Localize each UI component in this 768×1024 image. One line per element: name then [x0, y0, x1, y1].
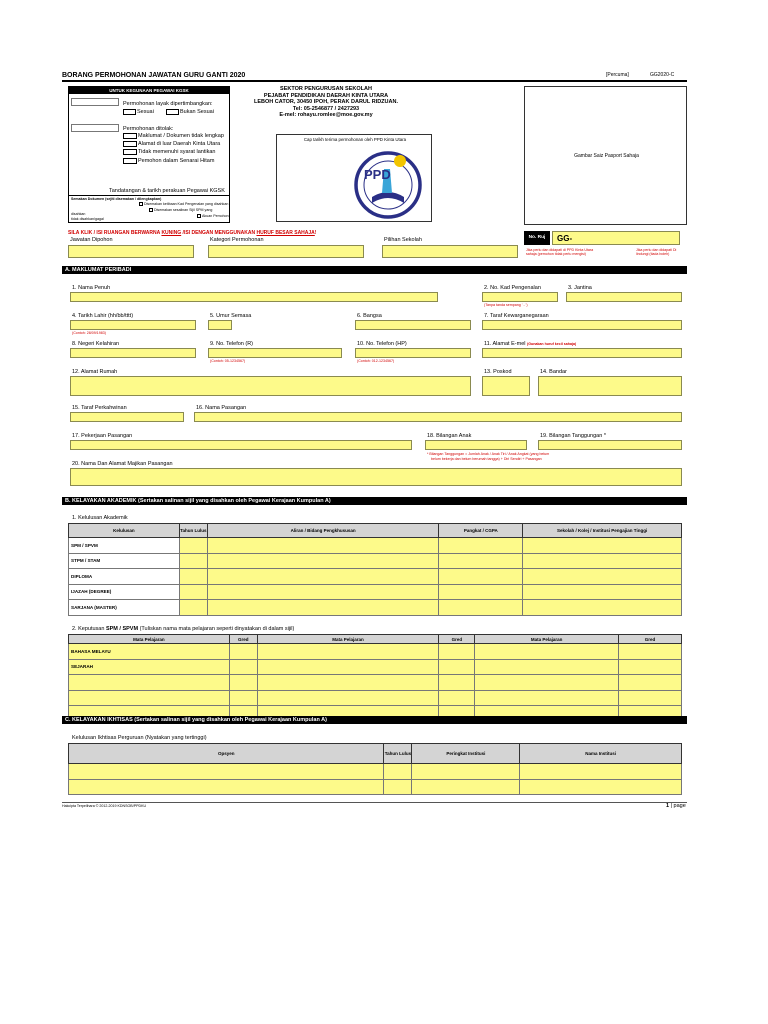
no-ruj-label: No. Ruj — [524, 231, 550, 245]
table-row — [69, 584, 682, 600]
footer-page: 1 | page — [666, 803, 686, 809]
email-input[interactable] — [482, 348, 682, 358]
table-cell[interactable] — [384, 764, 412, 780]
col-institusi: Sekolah / Kolej / Institusi Pengajian Tinggi — [523, 524, 682, 538]
office-address — [236, 86, 416, 119]
f12-label: 12. Alamat Rumah — [72, 369, 118, 375]
semakan-item-1: Disemakan ketibaan Kad Pengenalan yang disahkan — [139, 202, 228, 206]
table-cell[interactable] — [412, 779, 520, 795]
col-nama-institusi: Nama Institusi — [520, 744, 682, 764]
f4-label: 4. Tarikh Lahir (hh/bb/tttt) — [72, 313, 134, 319]
tarikh-lahir-input[interactable] — [70, 320, 196, 330]
subject-cell[interactable]: BAHASA MELAYU — [69, 644, 230, 660]
f9-note: (Contoh: 05-1234567) — [210, 359, 246, 363]
table-cell[interactable] — [257, 675, 439, 691]
table-cell[interactable] — [229, 690, 257, 706]
telefon-r-input[interactable] — [208, 348, 342, 358]
rejected-checkbox[interactable] — [71, 124, 119, 132]
reason-3-checkbox[interactable] — [123, 149, 137, 155]
reason-4-label: Pemohon dalam Senarai Hitam — [138, 158, 215, 164]
jawatan-label: Jawatan Dipohon — [70, 237, 113, 243]
row-label: SPM / SPVM — [69, 538, 180, 554]
section-c-header: C. KELAYAKAN IKHTISAS (Sertakan salinan sijil yang disahkan oleh Pegawai Kerajaan Kumpulan A) — [62, 716, 687, 724]
f16-label: 16. Nama Pasangan — [196, 405, 247, 411]
jawatan-input[interactable] — [68, 245, 194, 258]
table-row — [69, 569, 682, 585]
tidak-sesuai-label: Bukan Sesuai — [180, 109, 214, 115]
form-title: BORANG PERMOHONAN JAWATAN GURU GANTI 2020 — [62, 72, 246, 79]
reason-1-checkbox[interactable] — [123, 133, 137, 139]
footer-rule — [62, 802, 687, 803]
pilihan-label: Pilihan Sekolah — [384, 237, 422, 243]
semakan-3-checkbox[interactable] — [197, 214, 201, 218]
reason-3-label: Tidak memenuhi syarat lantikan — [138, 149, 216, 155]
nama-penuh-input[interactable] — [70, 292, 438, 302]
semakan-1-checkbox[interactable] — [139, 202, 143, 206]
col-gred-2: Gred — [439, 635, 475, 644]
nama-pasangan-input[interactable] — [194, 412, 682, 422]
table-cell[interactable] — [179, 569, 207, 585]
table-cell[interactable] — [619, 659, 682, 675]
table-cell[interactable] — [384, 779, 412, 795]
f2-label: 2. No. Kad Pengenalan — [484, 285, 541, 291]
bilangan-anak-input[interactable] — [425, 440, 527, 450]
col-tahun-lulus-c: Tahun Lulus — [384, 744, 412, 764]
f13-label: 13. Poskod — [484, 369, 512, 375]
table-cell[interactable] — [475, 675, 619, 691]
col-aliran: Aliran / Bidang Pengkhususan — [207, 524, 439, 538]
photo-box[interactable] — [524, 86, 687, 225]
reason-2-label: Alamat di luar Daerah Kinta Utara — [138, 141, 221, 147]
table-cell[interactable] — [475, 690, 619, 706]
section-b-sub2: 2. Keputusan SPM / SPVM (Tuliskan nama mata pelajaran seperti dinyatakan di dalam sijil) — [72, 626, 295, 632]
stamp-caption: Cap tarikh terima permohonan oleh PPD Kinta Utara — [303, 137, 407, 142]
semakan-2-checkbox[interactable] — [149, 208, 153, 212]
tidak-sesuai-checkbox[interactable] — [166, 109, 179, 115]
table-cell[interactable] — [207, 553, 439, 569]
section-c-sub1: Kelulusan Ikhtisas Perguruan (Nyatakan yang tertinggi) — [72, 735, 207, 741]
footer-copyright: Hakcipta Terpelihara © 2012-2019 KDNSOB/PPDKU — [62, 804, 147, 808]
title-rule — [62, 80, 687, 82]
photo-caption: Gambar Saiz Pasport Sahaja — [574, 153, 639, 159]
ikhtisas-table — [68, 743, 682, 795]
negeri-input[interactable] — [70, 348, 196, 358]
reason-2-checkbox[interactable] — [123, 141, 137, 147]
signature-label: Tandatangan & tarikh perakuan Pegawai KGSK — [109, 188, 225, 194]
table-cell[interactable] — [179, 600, 207, 616]
table-cell[interactable] — [207, 569, 439, 585]
table-cell[interactable] — [179, 553, 207, 569]
kategori-input[interactable] — [208, 245, 364, 258]
f3-label: 3. Jantina — [568, 285, 592, 291]
bilangan-tanggungan-input[interactable] — [538, 440, 682, 450]
reason-4-checkbox[interactable] — [123, 158, 137, 164]
table-cell[interactable] — [229, 675, 257, 691]
umur-input[interactable] — [208, 320, 232, 330]
bangsa-input[interactable] — [355, 320, 471, 330]
alamat-input[interactable] — [70, 376, 471, 396]
address-line-5: E-mel: rohayu.romlee@moe.gov.my — [279, 112, 373, 119]
table-cell[interactable] — [207, 600, 439, 616]
row-label: DIPLOMA — [69, 569, 180, 585]
table-cell[interactable] — [523, 600, 682, 616]
jantina-input[interactable] — [566, 292, 682, 302]
kategori-label: Kategori Permohonan — [210, 237, 264, 243]
f15-label: 15. Taraf Perkahwinan — [72, 405, 127, 411]
f4-note: (Contoh: 28/09/1983) — [72, 331, 106, 335]
table-cell[interactable] — [257, 659, 439, 675]
f10-label: 10. No. Telefon (HP) — [357, 341, 407, 347]
address-line-3: LEBOH CATOR, 30450 IPOH, PERAK DARUL RIDZUAN. — [254, 99, 398, 106]
sesuai-checkbox[interactable] — [123, 109, 136, 115]
subject-cell[interactable] — [69, 690, 230, 706]
section-b-header: B. KELAYAKAN AKADEMIK (Sertakan salinan sijil yang disahkan oleh Pegawai Kerajaan Kumpulan A) — [62, 497, 687, 505]
f19-note-2: belum bekerja dan belum berumah tangga) + Diri Sendiri + Pasangan — [431, 457, 542, 461]
col-opsyen: Opsyen — [69, 744, 384, 764]
f18-label: 18. Bilangan Anak — [427, 433, 472, 439]
office-use-title: UNTUK KEGUNAAN PEGAWAI KGSK — [69, 87, 229, 94]
row-label: STPM / STAM — [69, 553, 180, 569]
f10-note: (Contoh: 012-1234567) — [357, 359, 395, 363]
col-gred-3: Gred — [619, 635, 682, 644]
instruction-text: SILA KLIK / ISI RUANGAN BERWARNA KUNING /ISI DENGAN MENGGUNAKAN HURUF BESAR SAHAJA! — [68, 230, 317, 236]
table-cell[interactable] — [439, 690, 475, 706]
table-cell[interactable] — [523, 569, 682, 585]
f8-label: 8. Negeri Kelahiran — [72, 341, 120, 347]
no-ruj-note-left: Jika perlu dan didapati di PPD Kinta Utara sahaja (pemohon tidak perlu mengisi) — [526, 248, 594, 257]
table-row — [69, 600, 682, 616]
rejected-label: Permohonan ditolak: — [123, 126, 174, 132]
stamp-box — [276, 134, 432, 222]
poskod-input[interactable] — [482, 376, 530, 396]
f17-label: 17. Pekerjaan Pasangan — [72, 433, 133, 439]
table-cell[interactable] — [439, 659, 475, 675]
warganegara-input[interactable] — [482, 320, 682, 330]
f19-note-1: * Bilangan Tanggungan = Jumlah Anak / Anak Tiri / Anak Angkat (yang belum — [427, 452, 550, 456]
kelulusan-table — [68, 523, 682, 616]
address-line-4: Tel: 05-2546877 / 2427293 — [292, 105, 360, 112]
table-cell[interactable] — [69, 779, 384, 795]
percuma-label: [Percuma] — [606, 72, 629, 78]
table-cell[interactable] — [229, 659, 257, 675]
f7-label: 7. Taraf Kewarganegaraan — [484, 313, 549, 319]
col-gred-1: Gred — [229, 635, 257, 644]
table-row — [69, 553, 682, 569]
col-mata-pelajaran-2: Mata Pelajaran — [257, 635, 439, 644]
table-cell[interactable] — [475, 659, 619, 675]
bandar-input[interactable] — [538, 376, 682, 396]
table-cell[interactable] — [207, 538, 439, 554]
table-cell[interactable] — [523, 584, 682, 600]
table-cell[interactable] — [523, 538, 682, 554]
table-row — [69, 644, 682, 660]
spm-table — [68, 634, 682, 722]
sesuai-label: Sesuai — [137, 109, 154, 115]
table-cell[interactable] — [257, 690, 439, 706]
address-line-1: SEKTOR PENGURUSAN SEKOLAH — [280, 86, 372, 92]
table-cell[interactable] — [523, 553, 682, 569]
office-use-box — [68, 86, 230, 223]
table-cell[interactable] — [412, 764, 520, 780]
f11-label: 11. Alamat E-mel (Gunakan huruf kecil sahaja) — [484, 341, 577, 347]
semakan-item-3: Akuan Pemohon — [197, 214, 229, 218]
f2-note: (Tanpa tanda sempang ' - ') — [484, 303, 528, 307]
table-cell[interactable] — [439, 553, 523, 569]
address-line-2: PEJABAT PENDIDIKAN DAERAH KINTA UTARA — [263, 92, 389, 99]
row-label: SARJANA (MASTER) — [69, 600, 180, 616]
table-cell[interactable] — [439, 569, 523, 585]
subject-cell[interactable]: SEJARAH — [69, 659, 230, 675]
f20-label: 20. Nama Dan Alamat Majikan Pasangan — [72, 461, 173, 467]
row-label: IJAZAH (DEGREE) — [69, 584, 180, 600]
f6-label: 6. Bangsa — [357, 313, 382, 319]
table-cell[interactable] — [179, 584, 207, 600]
tidak-disahkan-label: tidak disahkan/gagal — [71, 217, 104, 221]
table-row — [69, 779, 682, 795]
table-cell[interactable] — [619, 675, 682, 691]
semakan-item-2: Disemakan sesalinan Sijil SPM yang — [149, 208, 212, 212]
table-cell[interactable] — [520, 764, 682, 780]
table-cell[interactable] — [439, 538, 523, 554]
table-cell[interactable] — [439, 675, 475, 691]
ic-input[interactable] — [482, 292, 558, 302]
table-cell[interactable] — [69, 764, 384, 780]
col-kelulusan: Kelulusan — [69, 524, 180, 538]
f1-label: 1. Nama Penuh — [72, 285, 111, 291]
table-cell[interactable] — [207, 584, 439, 600]
ppd-logo-icon — [354, 145, 422, 221]
table-cell[interactable] — [439, 600, 523, 616]
no-ruj-input[interactable]: GG- — [552, 231, 680, 245]
table-cell[interactable] — [257, 644, 439, 660]
f14-label: 14. Bandar — [540, 369, 567, 375]
disahkan-label: disahkan — [71, 212, 86, 216]
reason-1-label: Maklumat / Dokumen tidak lengkap — [138, 133, 224, 139]
table-row — [69, 675, 682, 691]
subject-cell[interactable] — [69, 675, 230, 691]
considered-checkbox[interactable] — [71, 98, 119, 106]
table-cell[interactable] — [439, 584, 523, 600]
table-cell[interactable] — [229, 644, 257, 660]
pilihan-input[interactable] — [382, 245, 518, 258]
section-b-sub1: 1. Kelulusan Akademik — [72, 515, 128, 521]
table-row — [69, 659, 682, 675]
f5-label: 5. Umur Semasa — [210, 313, 252, 319]
table-row — [69, 764, 682, 780]
table-cell[interactable] — [475, 644, 619, 660]
col-tahun-lulus: Tahun Lulus — [179, 524, 207, 538]
table-cell[interactable] — [520, 779, 682, 795]
table-cell[interactable] — [439, 644, 475, 660]
table-row — [69, 538, 682, 554]
form-code: GG2020-C — [650, 72, 675, 78]
semakan-label: Semakan Dokumen (sejiti disemakan / dilengkapkan) — [71, 197, 162, 201]
col-pangkat: Pangkat / CGPA — [439, 524, 523, 538]
table-row — [69, 690, 682, 706]
col-mata-pelajaran-3: Mata Pelajaran — [475, 635, 619, 644]
majikan-pasangan-input[interactable] — [70, 468, 682, 486]
table-cell[interactable] — [619, 690, 682, 706]
taraf-kahwin-input[interactable] — [70, 412, 184, 422]
table-cell[interactable] — [619, 644, 682, 660]
table-cell[interactable] — [179, 538, 207, 554]
no-ruj-note-right: Jika perlu dan didapati Di lindungi (tiada boleh) — [636, 248, 677, 257]
f19-label: 19. Bilangan Tanggungan * — [540, 433, 606, 439]
f9-label: 9. No. Telefon (R) — [210, 341, 254, 347]
signature-divider — [69, 195, 229, 196]
considered-label: Permohonan layak dipertimbangkan: — [123, 101, 213, 107]
telefon-hp-input[interactable] — [355, 348, 471, 358]
section-a-header: A. MAKLUMAT PERIBADI — [62, 266, 687, 274]
f11-note: (Gunakan huruf kecil sahaja) — [527, 342, 577, 346]
col-peringkat: Peringkat Institusi — [412, 744, 520, 764]
col-mata-pelajaran-1: Mata Pelajaran — [69, 635, 230, 644]
pekerjaan-pasangan-input[interactable] — [70, 440, 412, 450]
logo-text: PPD — [364, 167, 391, 182]
